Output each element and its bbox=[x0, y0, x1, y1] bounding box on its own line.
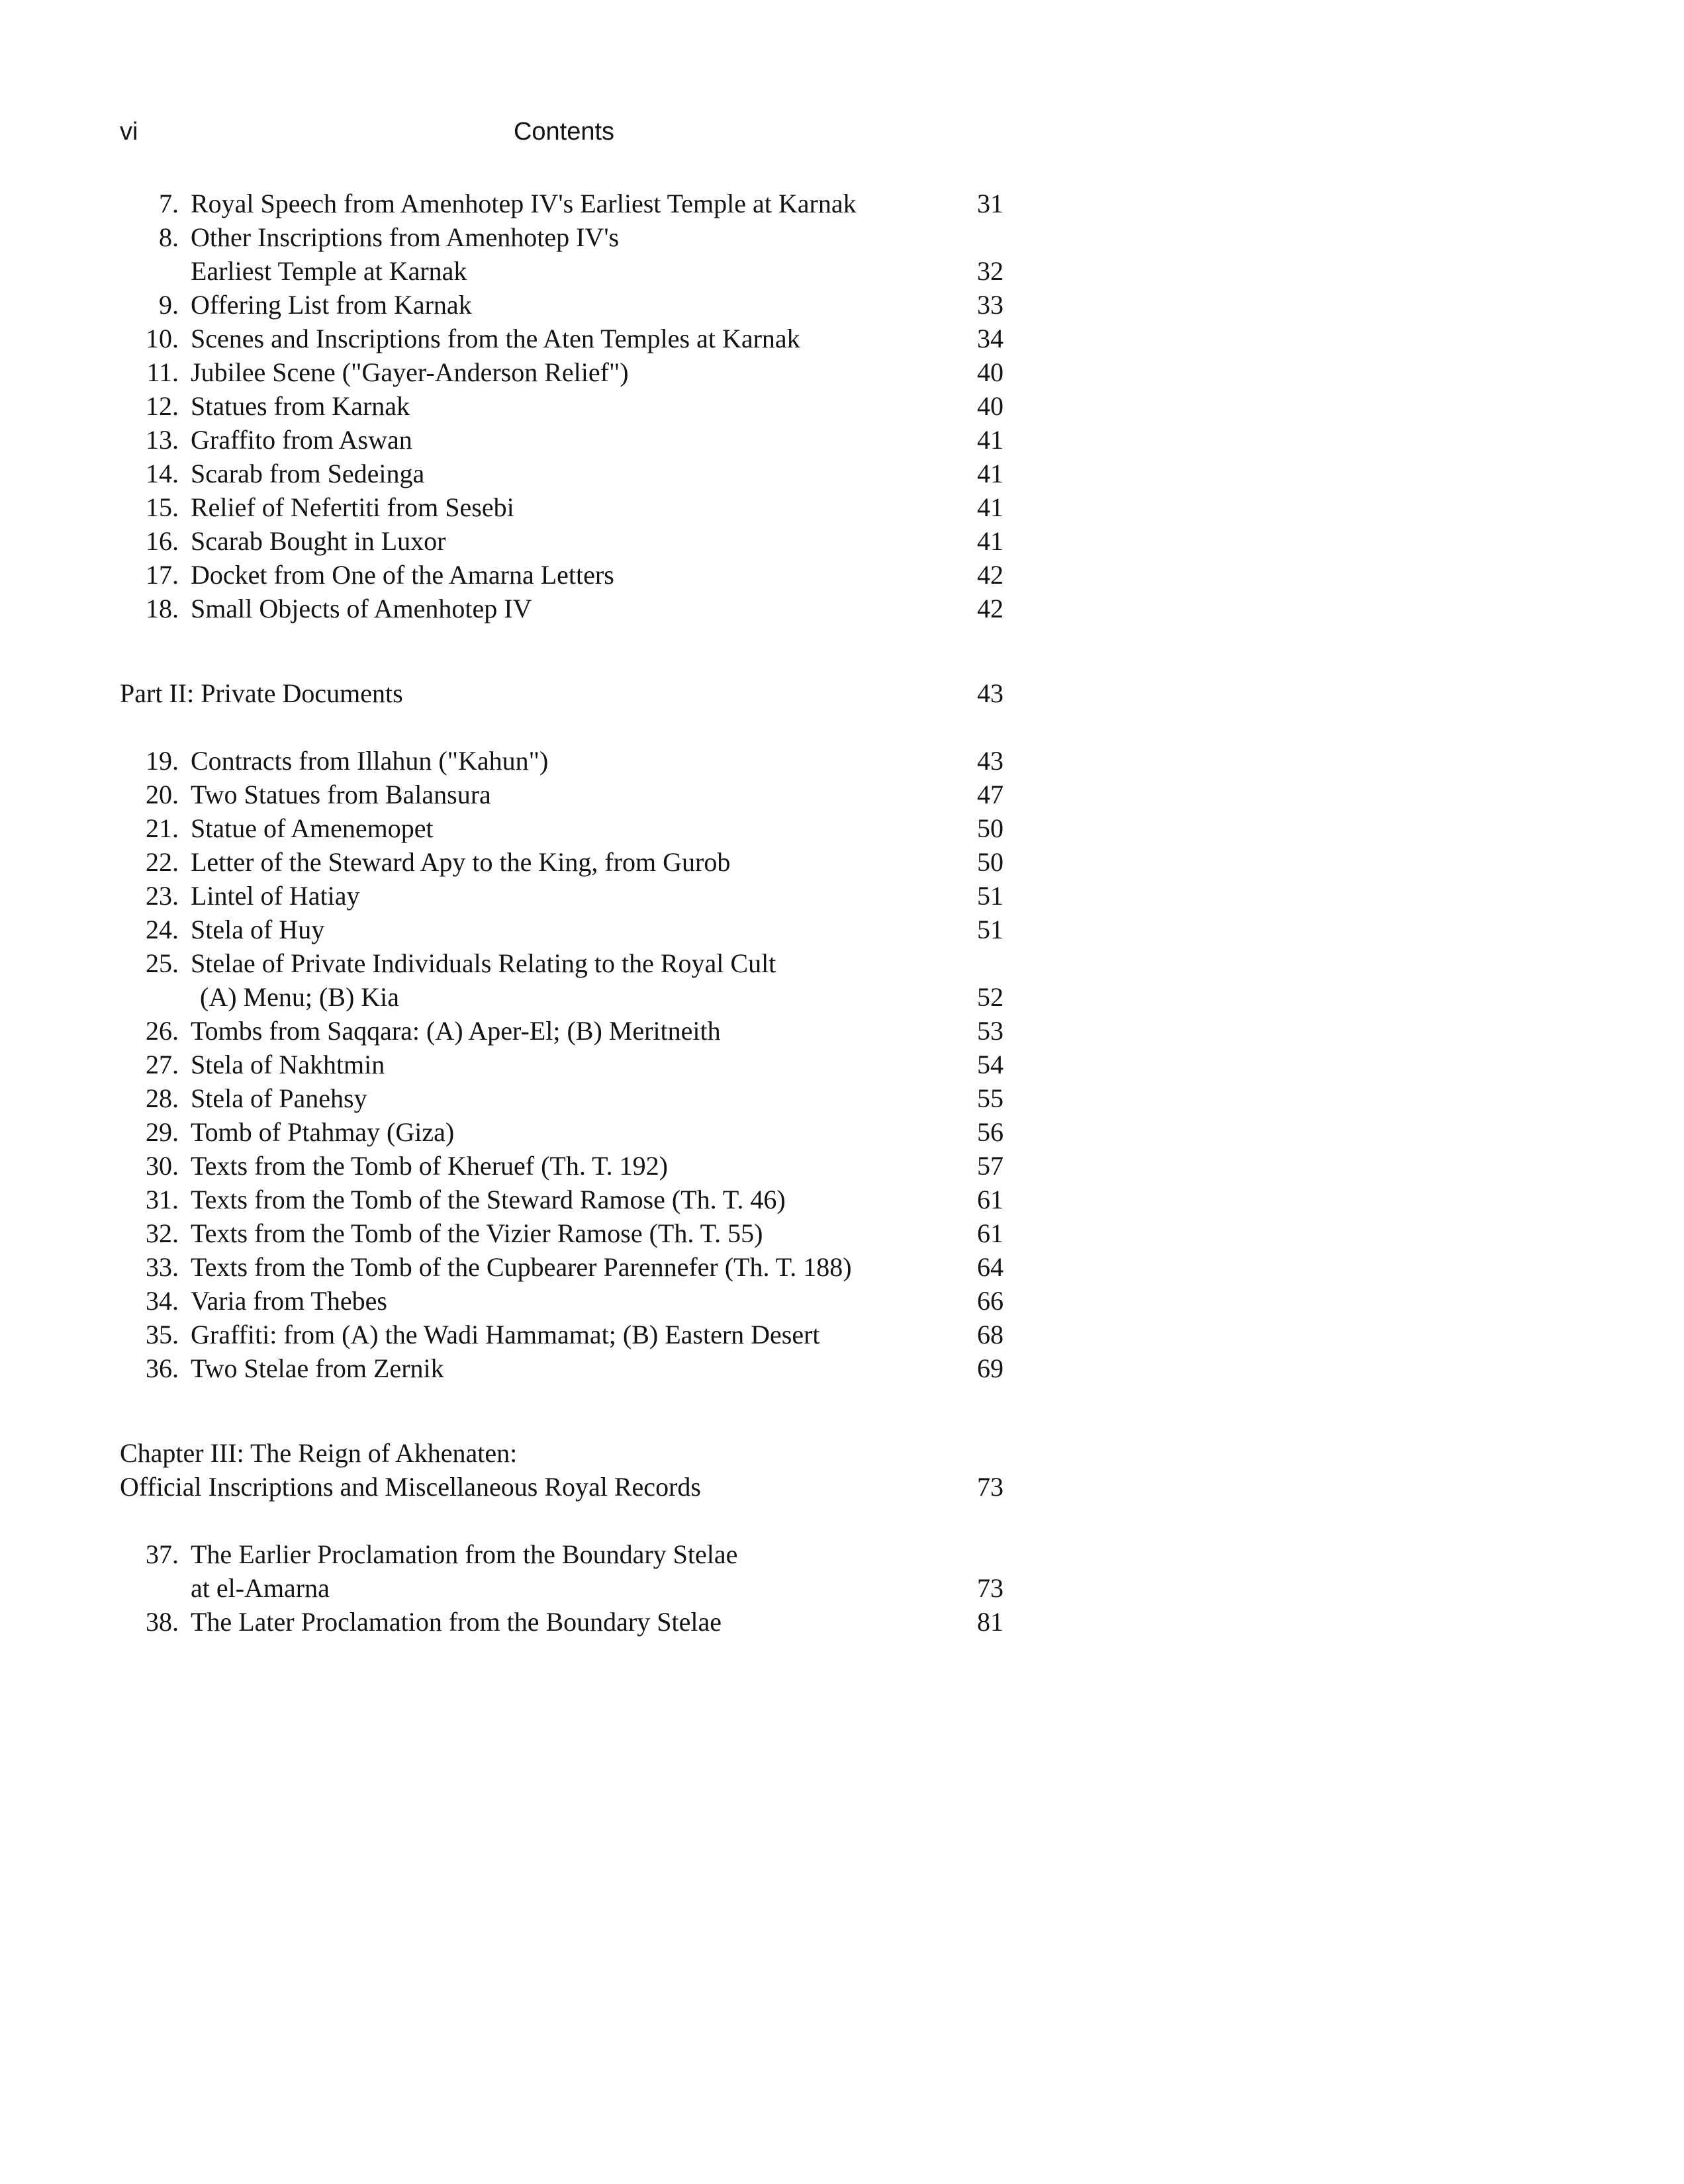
entry-title-continued: at el-Amarna bbox=[191, 1573, 330, 1603]
entry-page: 31 bbox=[977, 189, 1004, 218]
entry-title: Scarab Bought in Luxor bbox=[191, 526, 446, 556]
toc-entry bbox=[0, 879, 1684, 913]
chapter-heading bbox=[0, 1436, 1684, 1471]
entry-number: 38. bbox=[146, 1607, 179, 1637]
entry-number: 28. bbox=[146, 1083, 179, 1113]
entry-page: 61 bbox=[977, 1185, 1004, 1214]
entry-page: 41 bbox=[977, 526, 1004, 556]
toc-entry bbox=[0, 1048, 1684, 1082]
toc-entry bbox=[0, 1115, 1684, 1150]
entry-number: 37. bbox=[146, 1539, 179, 1569]
page-header bbox=[0, 118, 1684, 158]
entry-number: 26. bbox=[146, 1016, 179, 1046]
entry-number: 9. bbox=[159, 290, 179, 320]
toc-entry bbox=[0, 845, 1684, 880]
entry-page: 47 bbox=[977, 780, 1004, 809]
toc-entry bbox=[0, 1537, 1684, 1572]
toc-entry bbox=[0, 946, 1684, 981]
entry-page: 43 bbox=[977, 746, 1004, 776]
entry-number: 15. bbox=[146, 492, 179, 522]
entry-page: 64 bbox=[977, 1252, 1004, 1282]
entry-number: 7. bbox=[159, 189, 179, 218]
entry-title: Relief of Nefertiti from Sesebi bbox=[191, 492, 514, 522]
entry-number: 30. bbox=[146, 1151, 179, 1181]
toc-entry bbox=[0, 1351, 1684, 1386]
toc-entry bbox=[0, 1605, 1684, 1639]
entry-title: Contracts from Illahun ("Kahun") bbox=[191, 746, 549, 776]
entry-title: Letter of the Steward Apy to the King, from Gurob bbox=[191, 847, 731, 877]
entry-page: 50 bbox=[977, 813, 1004, 843]
entry-title: Small Objects of Amenhotep IV bbox=[191, 594, 532, 623]
entry-title: Stelae of Private Individuals Relating to the Royal Cult bbox=[191, 948, 776, 978]
entry-page: 42 bbox=[977, 560, 1004, 590]
chapter-page: 73 bbox=[977, 1472, 1004, 1502]
entry-page: 68 bbox=[977, 1320, 1004, 1349]
entry-title: Docket from One of the Amarna Letters bbox=[191, 560, 614, 590]
entry-number: 17. bbox=[146, 560, 179, 590]
entry-title: Lintel of Hatiay bbox=[191, 881, 360, 911]
entry-number: 12. bbox=[146, 391, 179, 421]
entry-title: Varia from Thebes bbox=[191, 1286, 387, 1316]
chapter-title-line2: Official Inscriptions and Miscellaneous Royal Records bbox=[120, 1472, 701, 1502]
entry-number: 23. bbox=[146, 881, 179, 911]
entry-title: Tombs from Saqqara: (A) Aper-El; (B) Meritneith bbox=[191, 1016, 721, 1046]
toc-entry bbox=[0, 1081, 1684, 1116]
toc-entry bbox=[0, 288, 1684, 322]
toc-entry bbox=[0, 457, 1684, 491]
entry-number: 27. bbox=[146, 1050, 179, 1079]
toc-entry bbox=[0, 744, 1684, 778]
entry-number: 25. bbox=[146, 948, 179, 978]
entry-title: Scarab from Sedeinga bbox=[191, 459, 425, 488]
entry-title: Other Inscriptions from Amenhotep IV's bbox=[191, 222, 620, 252]
entry-number: 8. bbox=[159, 222, 179, 252]
entry-title: Graffiti: from (A) the Wadi Hammamat; (B) Eastern Desert bbox=[191, 1320, 820, 1349]
entry-number: 16. bbox=[146, 526, 179, 556]
toc-entry bbox=[0, 1014, 1684, 1048]
entry-number: 18. bbox=[146, 594, 179, 623]
page-number: vi bbox=[120, 118, 138, 146]
entry-page: 40 bbox=[977, 391, 1004, 421]
entry-number: 32. bbox=[146, 1218, 179, 1248]
entry-title: Texts from the Tomb of the Vizier Ramose (Th. T. 55) bbox=[191, 1218, 763, 1248]
entry-number: 36. bbox=[146, 1353, 179, 1383]
section-title: Part II: Private Documents bbox=[120, 678, 403, 708]
entry-number: 20. bbox=[146, 780, 179, 809]
entry-page: 40 bbox=[977, 357, 1004, 387]
entry-number: 19. bbox=[146, 746, 179, 776]
entry-number: 33. bbox=[146, 1252, 179, 1282]
entry-title: The Earlier Proclamation from the Boundary Stelae bbox=[191, 1539, 738, 1569]
toc-entry bbox=[0, 423, 1684, 457]
toc-entry bbox=[0, 355, 1684, 390]
entry-number: 11. bbox=[146, 357, 179, 387]
entry-number: 29. bbox=[146, 1117, 179, 1147]
entry-page: 69 bbox=[977, 1353, 1004, 1383]
entry-title: Two Stelae from Zernik bbox=[191, 1353, 444, 1383]
toc-entry-continuation bbox=[0, 254, 1684, 289]
entry-title: Statues from Karnak bbox=[191, 391, 410, 421]
chapter-heading bbox=[0, 1470, 1684, 1504]
entry-page: 42 bbox=[977, 594, 1004, 623]
entry-page: 32 bbox=[977, 256, 1004, 286]
entry-title: Stela of Nakhtmin bbox=[191, 1050, 385, 1079]
toc-entry-continuation bbox=[0, 980, 1684, 1015]
entry-page: 51 bbox=[977, 915, 1004, 944]
entry-title: Royal Speech from Amenhotep IV's Earliest Temple at Karnak bbox=[191, 189, 857, 218]
toc-entry bbox=[0, 811, 1684, 846]
entry-page: 73 bbox=[977, 1573, 1004, 1603]
running-title: Contents bbox=[513, 118, 615, 146]
entry-page: 56 bbox=[977, 1117, 1004, 1147]
toc-entry bbox=[0, 1149, 1684, 1183]
entry-page: 34 bbox=[977, 324, 1004, 353]
entry-number: 21. bbox=[146, 813, 179, 843]
toc-entry bbox=[0, 913, 1684, 947]
entry-page: 52 bbox=[977, 982, 1004, 1012]
entry-number: 24. bbox=[146, 915, 179, 944]
toc-entry bbox=[0, 1250, 1684, 1285]
entry-title: The Later Proclamation from the Boundary Stelae bbox=[191, 1607, 722, 1637]
toc-entry bbox=[0, 524, 1684, 559]
toc-entry bbox=[0, 1216, 1684, 1251]
entry-page: 81 bbox=[977, 1607, 1004, 1637]
toc-entry bbox=[0, 490, 1684, 525]
toc-entry bbox=[0, 220, 1684, 255]
toc-entry bbox=[0, 592, 1684, 626]
entry-page: 33 bbox=[977, 290, 1004, 320]
entry-number: 14. bbox=[146, 459, 179, 488]
entry-page: 51 bbox=[977, 881, 1004, 911]
entry-title: Stela of Huy bbox=[191, 915, 325, 944]
entry-page: 61 bbox=[977, 1218, 1004, 1248]
chapter-title-line1: Chapter III: The Reign of Akhenaten: bbox=[120, 1438, 518, 1468]
entry-title: Tomb of Ptahmay (Giza) bbox=[191, 1117, 455, 1147]
entry-page: 50 bbox=[977, 847, 1004, 877]
entry-title: Offering List from Karnak bbox=[191, 290, 472, 320]
entry-number: 31. bbox=[146, 1185, 179, 1214]
toc-entry bbox=[0, 1183, 1684, 1217]
entry-page: 41 bbox=[977, 492, 1004, 522]
entry-number: 13. bbox=[146, 425, 179, 455]
toc-entry bbox=[0, 778, 1684, 812]
entry-title: Texts from the Tomb of Kheruef (Th. T. 192) bbox=[191, 1151, 668, 1181]
entry-page: 41 bbox=[977, 459, 1004, 488]
entry-title: Stela of Panehsy bbox=[191, 1083, 367, 1113]
toc-entry bbox=[0, 322, 1684, 356]
entry-page: 54 bbox=[977, 1050, 1004, 1079]
entry-title-continued: Earliest Temple at Karnak bbox=[191, 256, 467, 286]
entry-title: Texts from the Tomb of the Cupbearer Parennefer (Th. T. 188) bbox=[191, 1252, 852, 1282]
toc-entry bbox=[0, 1284, 1684, 1318]
entry-page: 53 bbox=[977, 1016, 1004, 1046]
entry-title-continued: (A) Menu; (B) Kia bbox=[200, 982, 400, 1012]
toc-entry bbox=[0, 558, 1684, 592]
entry-number: 35. bbox=[146, 1320, 179, 1349]
section-heading bbox=[0, 676, 1684, 711]
entry-title: Statue of Amenemopet bbox=[191, 813, 434, 843]
entry-page: 66 bbox=[977, 1286, 1004, 1316]
entry-page: 57 bbox=[977, 1151, 1004, 1181]
entry-page: 55 bbox=[977, 1083, 1004, 1113]
entry-title: Graffito from Aswan bbox=[191, 425, 412, 455]
entry-number: 10. bbox=[146, 324, 179, 353]
entry-title: Jubilee Scene ("Gayer-Anderson Relief") bbox=[191, 357, 629, 387]
entry-number: 22. bbox=[146, 847, 179, 877]
entry-page: 41 bbox=[977, 425, 1004, 455]
entry-title: Scenes and Inscriptions from the Aten Temples at Karnak bbox=[191, 324, 800, 353]
toc-entry bbox=[0, 187, 1684, 221]
toc-entry bbox=[0, 389, 1684, 424]
entry-number: 34. bbox=[146, 1286, 179, 1316]
entry-title: Texts from the Tomb of the Steward Ramose (Th. T. 46) bbox=[191, 1185, 786, 1214]
toc-entry bbox=[0, 1318, 1684, 1352]
entry-title: Two Statues from Balansura bbox=[191, 780, 491, 809]
section-page: 43 bbox=[977, 678, 1004, 708]
toc-entry-continuation bbox=[0, 1571, 1684, 1606]
